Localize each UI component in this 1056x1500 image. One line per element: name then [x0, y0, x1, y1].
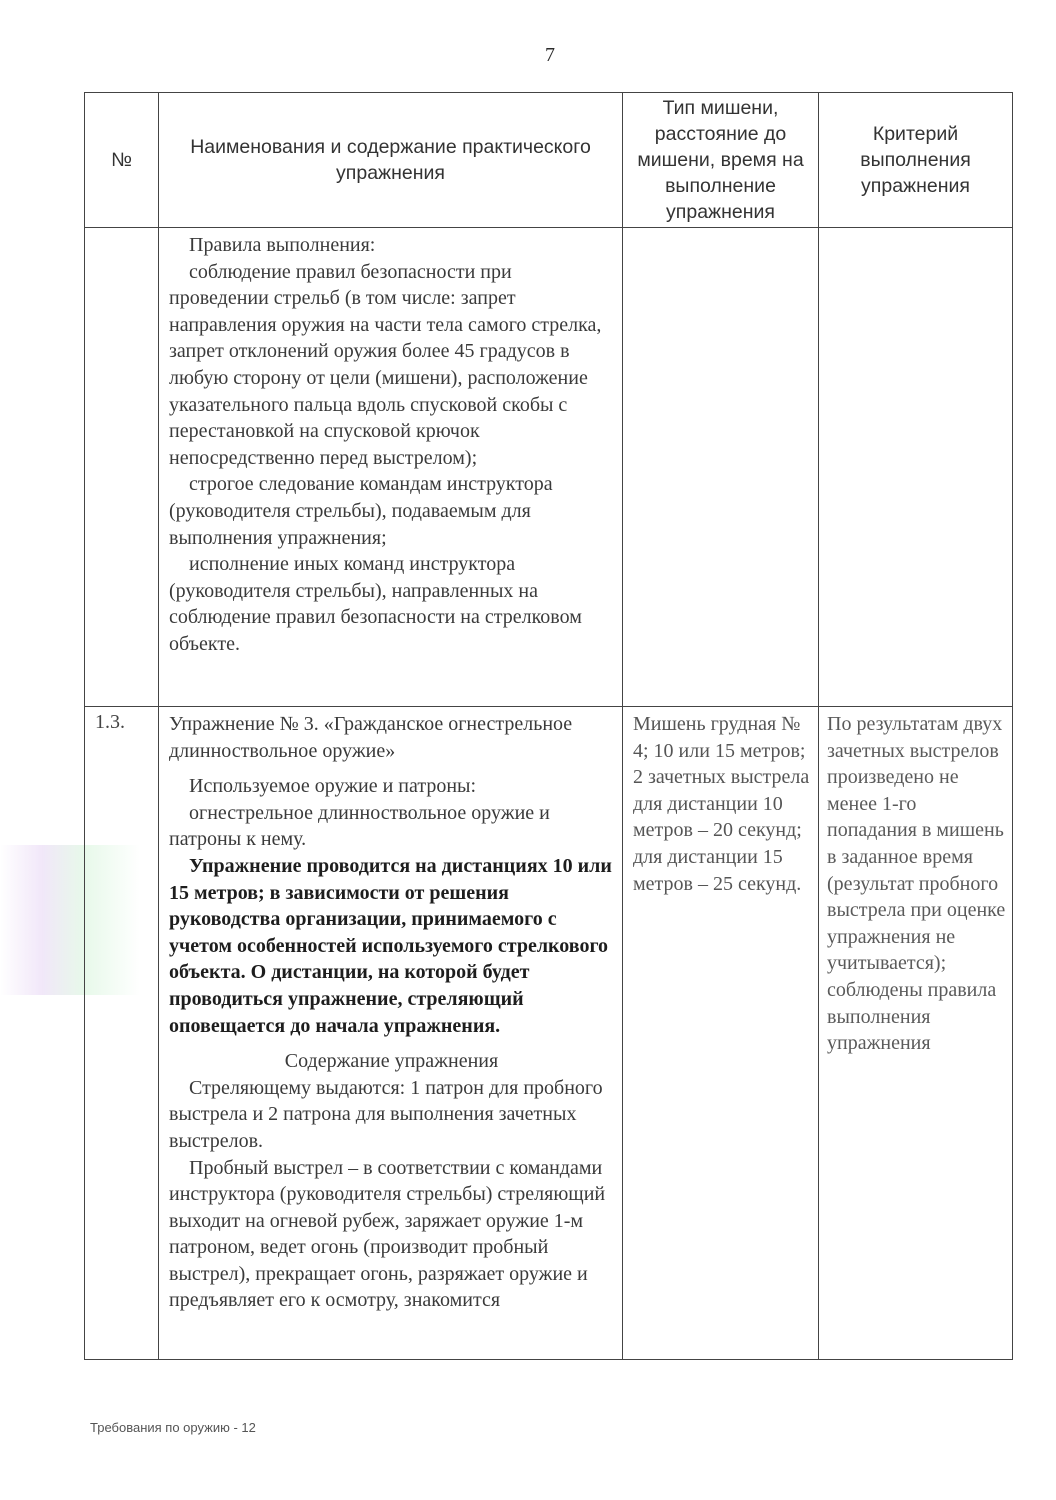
rules-paragraph: соблюдение правил безопасности при проведении стрельб (в том числе: запрет направления оружия на части тела самого стрелка, запрет отклонений оружия более 45 градусов в любую сторону от цели (мишени), расположение указательного пальца вдоль спусковой скобы с перестановкой на спусковой крючок непосредственно перед выстрелом);	[169, 260, 602, 469]
rules-num-cell	[85, 228, 159, 707]
header-criteria: Критерий выполнения упражнения	[819, 93, 1013, 228]
table-row-exercise-3	[85, 707, 1013, 1360]
exercise-title: Упражнение № 3. «Гражданское огнестрельное длинноствольное оружие»	[169, 713, 573, 762]
content-heading: Содержание упражнения	[284, 1050, 499, 1073]
rules-paragraph: строгое следование командам инструктора (руководителя стрельбы), подаваемым для выполнения упражнения;	[169, 473, 553, 549]
exercise-table	[84, 92, 1013, 1360]
rules-text-cell	[159, 228, 623, 707]
page-footer: Требования по оружию - 12	[90, 1420, 256, 1435]
exercise-text-cell	[159, 707, 623, 1360]
rules-paragraph: исполнение иных команд инструктора (руководителя стрельбы), направленных на соблюдение правил безопасности на стрелковом объекте.	[169, 553, 582, 655]
header-name: Наименования и содержание практического упражнения	[159, 93, 623, 228]
rules-heading: Правила выполнения:	[189, 234, 376, 256]
exercise-criteria-cell	[819, 707, 1013, 1360]
page-number: 7	[545, 44, 555, 66]
target-description: Мишень грудная № 4; 10 или 15 метров; 2 зачетных выстрела для дистанции 10 метров – 20 секунд; для дистанции 15 метров – 25 секунд.	[633, 713, 810, 895]
exercise-num-cell	[85, 707, 159, 1360]
criteria-description: По результатам двух зачетных выстрелов произведено не менее 1-го попадания в мишень в заданное время (результат пробного выстрела при оценке упражнения не учитывается); соблюдены правила выполнения упражнения	[827, 713, 1006, 1055]
content-paragraph-2: Пробный выстрел – в соответствии с командами инструктора (руководителя стрельбы) стреляющий выходит на огневой рубеж, заряжает оружие 1-м патроном, ведет огонь (производит пробный выстрел), прекращает огонь, разряжает оружие и предъявляет его к осмотру, знакомится	[169, 1156, 606, 1312]
weapons-heading: Используемое оружие и патроны:	[189, 775, 477, 798]
content-paragraph-1: Стреляющему выдаются: 1 патрон для пробного выстрела и 2 патрона для выполнения зачетных выстрелов.	[169, 1076, 603, 1152]
header-number: №	[85, 93, 159, 228]
table-header-row	[85, 93, 1013, 228]
exercise-number: 1.3.	[95, 711, 125, 733]
table-row-rules	[85, 228, 1013, 707]
header-target: Тип мишени, расстояние до мишени, время на выполнение упражнения	[623, 93, 819, 228]
weapons-text: огнестрельное длинноствольное оружие и патроны к нему.	[169, 801, 550, 851]
rules-criteria-cell	[819, 228, 1013, 707]
exercise-target-cell	[623, 707, 819, 1360]
distance-text: Упражнение проводится на дистанциях 10 или 15 метров; в зависимости от решения руководства организации, принимаемого с учетом особенностей используемого стрелкового объекта. О дистанции, на которой будет проводиться упражнение, стреляющий оповещается до начала упражнения.	[169, 854, 612, 1037]
rules-target-cell	[623, 228, 819, 707]
